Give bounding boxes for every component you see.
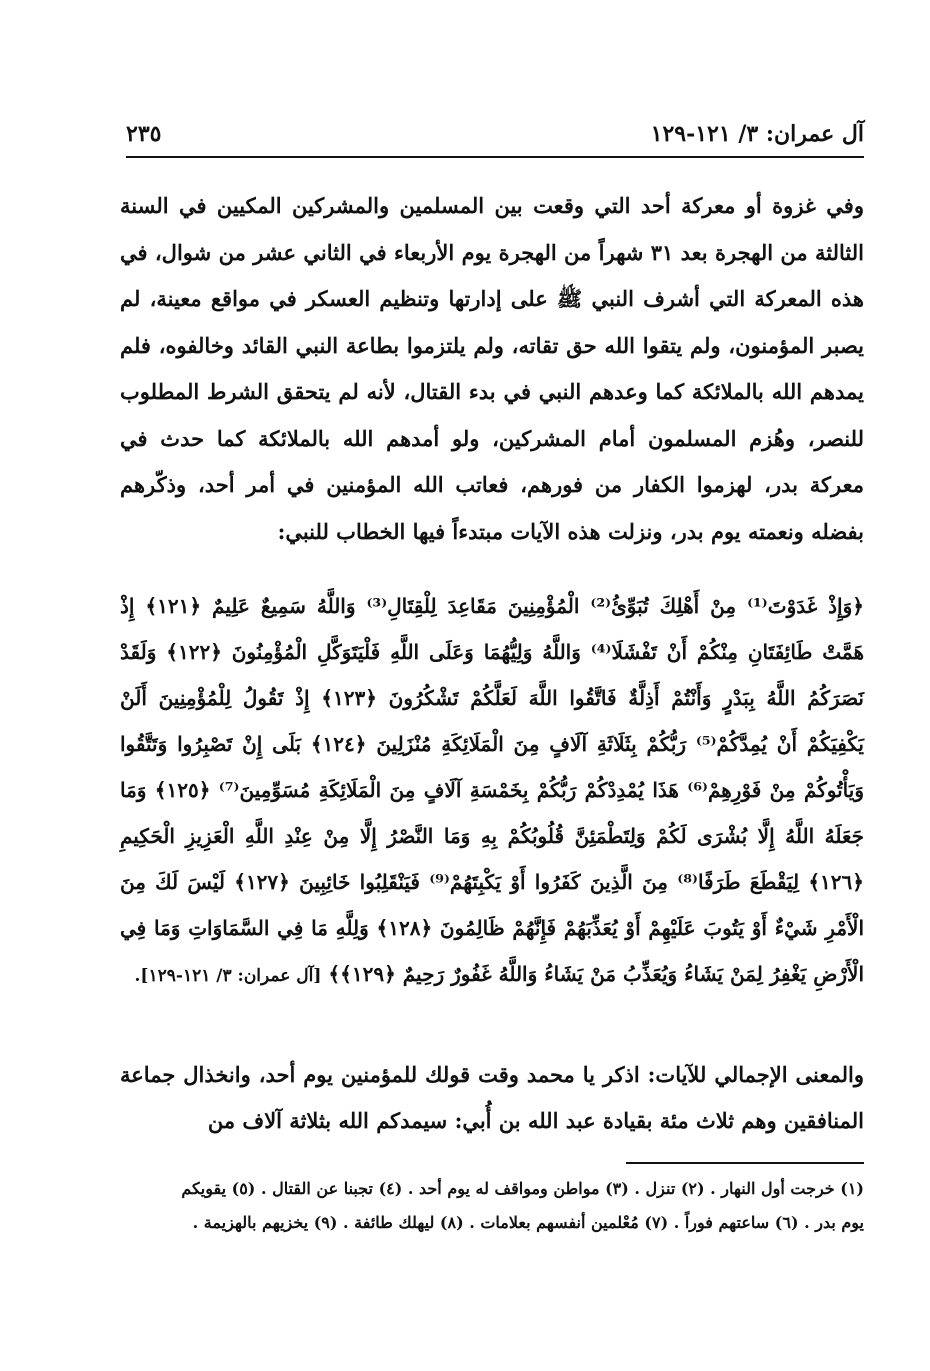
- page-number: ٢٣٥: [126, 121, 162, 147]
- page-header: [126, 112, 864, 158]
- verses-reference: [آل عمران: ٣/ ١٢١-١٢٩].: [134, 966, 322, 986]
- verses-text: ﴿وَإِذْ غَدَوْتَ⁽¹⁾ مِنْ أَهْلِكَ تُبَوِّئُ⁽²⁾ الْمُؤْمِنِينَ مَقَاعِدَ لِلْقِتَالِ⁽³⁾ وَاللَّهُ سَمِيعٌ عَلِيمٌ ﴿١٢١﴾ إِذْ هَمَّتْ طَائِفَتَانِ مِنْكُمْ أَنْ تَفْشَلَا⁽⁴⁾ وَاللَّهُ وَلِيُّهُمَا وَعَلَى اللَّهِ فَلْيَتَوَكَّلِ الْمُؤْمِنُونَ ﴿١٢٢﴾ وَلَقَدْ نَصَرَكُمُ اللَّهُ بِبَدْرٍ وَأَنْتُمْ أَذِلَّةٌ فَاتَّقُوا اللَّهَ لَعَلَّكُمْ تَشْكُرُونَ ﴿١٢٣﴾ إِذْ تَقُولُ لِلْمُؤْمِنِينَ أَلَنْ يَكْفِيَكُمْ أَنْ يُمِدَّكُمْ⁽⁵⁾ رَبُّكُمْ بِثَلَاثَةِ آلَافٍ مِنَ الْمَلَائِكَةِ مُنْزَلِينَ ﴿١٢٤﴾ بَلَى إِنْ تَصْبِرُوا وَتَتَّقُوا وَيَأْتُوكُمْ مِنْ فَوْرِهِمْ⁽⁶⁾ هَذَا يُمْدِدْكُمْ رَبُّكُمْ بِخَمْسَةِ آلَافٍ مِنَ الْمَلَائِكَةِ مُسَوِّمِينَ⁽⁷⁾ ﴿١٢٥﴾ وَمَا جَعَلَهُ اللَّهُ إِلَّا بُشْرَى لَكُمْ وَلِتَطْمَئِنَّ قُلُوبُكُمْ بِهِ وَمَا النَّصْرُ إِلَّا مِنْ عِنْدِ اللَّهِ الْعَزِيزِ الْحَكِيمِ ﴿١٢٦﴾ لِيَقْطَعَ طَرَفًا⁽⁸⁾ مِنَ الَّذِينَ كَفَرُوا أَوْ يَكْبِتَهُمْ⁽⁹⁾ فَيَنْقَلِبُوا خَائِبِينَ ﴿١٢٧﴾ لَيْسَ لَكَ مِنَ الْأَمْرِ شَيْءٌ أَوْ يَتُوبَ عَلَيْهِمْ أَوْ يُعَذِّبَهُمْ فَإِنَّهُمْ ظَالِمُونَ ﴿١٢٨﴾ وَلِلَّهِ مَا فِي السَّمَاوَاتِ وَمَا فِي الْأَرْضِ يَغْفِرُ لِمَنْ يَشَاءُ وَيُعَذِّبُ مَنْ يَشَاءُ وَاللَّهُ غَفُورٌ رَحِيمٌ ﴿١٢٩﴾﴾: [120, 594, 865, 986]
- commentary-paragraph: والمعنى الإجمالي للآيات: اذكر يا محمد وقت قولك للمؤمنين يوم أحد، وانخذال جماعة المنافقين وهم ثلاث مئة بقيادة عبد الله بن أُبي: سيمدكم الله بثلاثة آلاف من: [120, 1062, 864, 1133]
- footnote-line: يوم بدر . (٦) ساعتهم فوراً . (٧) مُعْلمين أنفسهم بعلامات . (٨) ليهلك طائفة . (٩) يخزيهم بالهزيمة .: [192, 1213, 864, 1232]
- footnotes: [120, 1172, 864, 1240]
- intro-paragraph: وفي غزوة أو معركة أحد التي وقعت بين المسلمين والمشركين المكيين في السنة الثالثة من الهجرة بعد ٣١ شهراً من الهجرة يوم الأربعاء في الثاني عشر من شوال، في هذه المعركة التي أشرف النبي ﷺ على إدارتها وتنظيم العسكر في مواقع معينة، لم يصبر المؤمنون، ولم يتقوا الله حق تقاته، ولم يلتزموا بطاعة النبي القائد وخالفوه، فلم يمدهم الله بالملائكة كما وعدهم النبي في بدء القتال، لأنه لم يتحقق الشرط المطلوب للنصر، وهُزم المسلمون أمام المشركين، ولو أمدهم الله بالملائكة كما حدث في معركة بدر، لهزموا الكفار من فورهم، فعاتب الله المؤمنين في أمر أحد، وذكّرهم بفضله ونعمته يوم بدر، ونزلت هذه الآيات مبتدءاً فيها الخطاب للنبي:: [120, 193, 864, 544]
- running-title: آل عمران: ٣/ ١٢١-١٢٩: [650, 121, 864, 147]
- footnote-divider: [626, 1162, 864, 1164]
- quran-verses: [120, 583, 864, 999]
- footnote-line: (١) خرجت أول النهار . (٢) تنزل . (٣) مواطن ومواقف له يوم أحد . (٤) تجبنا عن القتال . (٥) يقويكم: [181, 1179, 864, 1198]
